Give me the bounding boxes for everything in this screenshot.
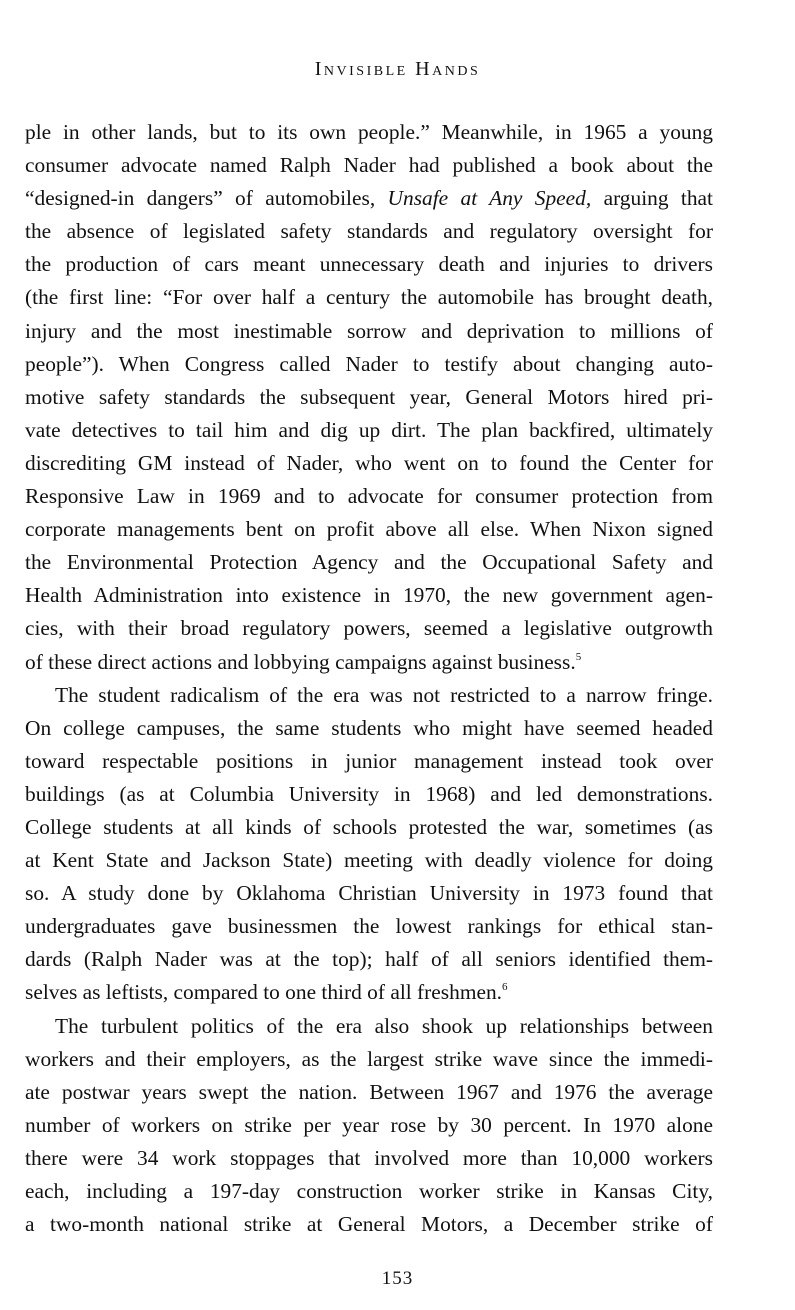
text-line [25, 1076, 713, 1109]
text-line [25, 943, 713, 976]
text-run: each, including a 197-day construction worker strike in Kansas City, [25, 1179, 713, 1203]
body-text [25, 116, 713, 1241]
text-run: vate detectives to tail him and dig up dirt. The plan backfired, ultimately [25, 417, 713, 442]
text-line [25, 1208, 713, 1241]
text-line [25, 1109, 713, 1142]
text-line [25, 612, 713, 645]
text-run: dards (Ralph Nader was at the top); half of all seniors identified them- [25, 947, 713, 972]
text-run: undergraduates gave businessmen the lowest rankings for ethical stan- [25, 914, 713, 939]
text-line [25, 679, 713, 712]
text-line [25, 182, 713, 215]
text-run: ple in other lands, but to its own people.” Meanwhile, in 1965 a young [25, 120, 713, 144]
text-line [25, 976, 713, 1009]
footnote-ref: 6 [502, 981, 508, 994]
text-run: Health Administration into existence in 1970, the new government agen- [25, 583, 713, 608]
footnote-ref: 5 [575, 650, 582, 663]
paragraph [25, 679, 713, 1010]
text-line [25, 281, 713, 314]
text-run: “designed-in dangers” of automobiles, [25, 186, 388, 211]
text-line [25, 1175, 713, 1208]
text-run: there were 34 work stoppages that involved more than 10,000 workers [25, 1145, 713, 1170]
text-run: corporate managements bent on profit above all else. When Nixon signed [25, 517, 713, 542]
text-line [25, 1043, 713, 1076]
text-line [25, 844, 713, 877]
text-run: workers and their employers, as the largest strike wave since the immedi- [25, 1046, 713, 1071]
text-line [25, 315, 713, 348]
text-run: number of workers on strike per year rose by 30 percent. In 1970 alone [25, 1112, 713, 1137]
text-line [25, 745, 713, 778]
text-run: College students at all kinds of schools protested the war, sometimes (as [25, 814, 713, 839]
text-line [25, 1010, 713, 1043]
text-line [25, 215, 713, 248]
text-line [25, 811, 713, 844]
text-line [25, 778, 713, 811]
text-run: toward respectable positions in junior management instead took over [25, 748, 713, 773]
text-line [25, 877, 713, 910]
text-run: cies, with their broad regulatory powers, seemed a legislative outgrowth [25, 616, 713, 641]
text-line [25, 381, 713, 414]
page-number: 153 [381, 1268, 414, 1289]
text-run: arguing that [591, 186, 713, 211]
text-run: the production of cars meant unnecessary death and injuries to drivers [25, 252, 713, 277]
text-run: The student radicalism of the era was not restricted to a narrow fringe. [55, 682, 713, 707]
text-line [25, 447, 713, 480]
text-run: consumer advocate named Ralph Nader had published a book about the [25, 153, 713, 178]
text-run: of these direct actions and lobbying campaigns against business. [25, 649, 576, 674]
text-line [25, 414, 713, 447]
text-run: (the first line: “For over half a century the automobile has brought death, [25, 285, 713, 310]
text-run: at Kent State and Jackson State) meeting with deadly violence for doing [25, 848, 713, 873]
text-line [25, 480, 713, 513]
text-line [25, 1142, 713, 1175]
text-run: so. A study done by Oklahoma Christian University in 1973 found that [25, 881, 713, 906]
text-line [25, 149, 713, 182]
paragraph [25, 1010, 713, 1242]
text-run: selves as leftists, compared to one third of all freshmen. [25, 980, 502, 1005]
text-run: the absence of legislated safety standards and regulatory oversight for [25, 219, 713, 244]
text-run: injury and the most inestimable sorrow and deprivation to millions of [25, 318, 713, 343]
text-run: people”). When Congress called Nader to testify about changing auto- [25, 351, 713, 376]
book-title: Unsafe at Any Speed, [387, 186, 592, 211]
text-line [25, 646, 713, 679]
text-line [25, 248, 713, 281]
text-line [25, 116, 713, 149]
text-run: Responsive Law in 1969 and to advocate for consumer protection from [25, 484, 713, 509]
text-run: ate postwar years swept the nation. Between 1967 and 1976 the average [25, 1079, 713, 1104]
text-line [25, 910, 713, 943]
paragraph [25, 116, 713, 679]
text-line [25, 579, 713, 612]
text-line [25, 546, 713, 579]
text-run: The turbulent politics of the era also shook up relationships between [55, 1013, 713, 1038]
text-line [25, 712, 713, 745]
running-head: Invisible Hands [314, 58, 481, 80]
text-line [25, 513, 713, 546]
text-run: a two-month national strike at General Motors, a December strike of [25, 1212, 713, 1237]
text-run: discrediting GM instead of Nader, who went on to found the Center for [25, 450, 713, 475]
text-run: motive safety standards the subsequent year, General Motors hired pri- [25, 384, 713, 409]
text-line [25, 348, 713, 381]
text-run: On college campuses, the same students who might have seemed headed [25, 715, 713, 740]
text-run: buildings (as at Columbia University in 1968) and led demonstrations. [25, 781, 713, 806]
text-run: the Environmental Protection Agency and the Occupational Safety and [25, 550, 713, 575]
